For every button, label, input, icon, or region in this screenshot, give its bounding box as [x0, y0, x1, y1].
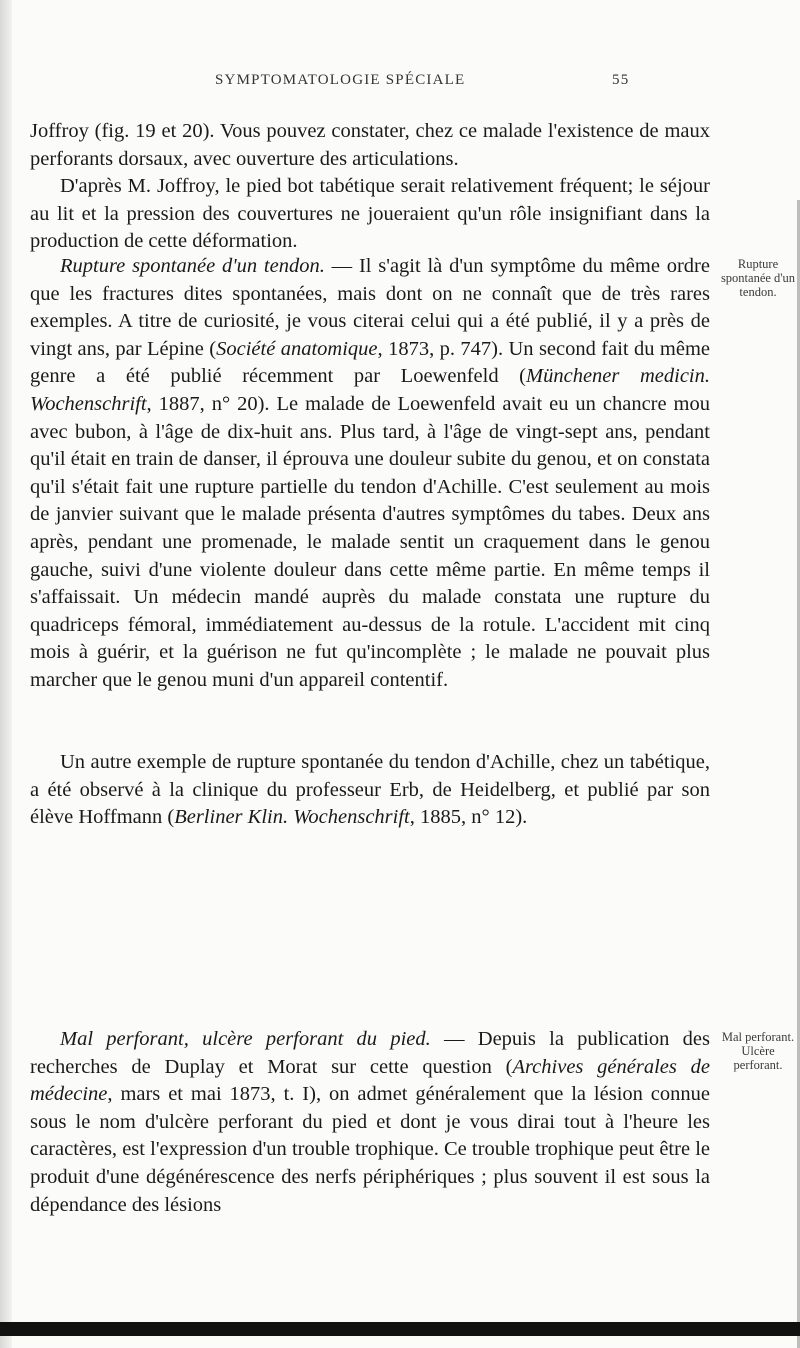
paragraph-text: , mars et mai 1873, t. I), on admet généralement que la lésion connue sous le nom d'ulcère perforant du pied et dont je vous dirai tout à l'heure les caractères, est l'expression d'un trouble trophique. Ce trouble trophique peut être le produit d'une dégénérescence des nerfs périphériques ; plus souvent il est sous la dépendance des lésions — [30, 1083, 710, 1216]
paragraph-text: , 1885, n° 12). — [409, 806, 528, 829]
paragraph-text: Un autre exemple de rupture spontanée du tendon d'Achille, chez un tabétique, a été observé à la clinique du professeur Erb, de Heidelberg, et publié par son élève Hoffmann ( — [30, 751, 710, 829]
running-title: SYMPTOMATOLOGIE SPÉCIALE — [215, 72, 466, 88]
margin-note-rupture: Rupture spontanée d'un tendon. — [720, 257, 796, 299]
paragraph-erb-hoffmann — [30, 749, 710, 832]
paragraph-text: — Depuis la publication des recherches de Duplay et Morat sur cette question ( — [30, 1028, 710, 1078]
paragraph-text: — Il s'agit là d'un symptôme du même ordre que les fractures dites spontanées, mais dont on ne connaît que de très rares exemples. A titre de curiosité, je vous citerai celui qui a été publié, il y a près de vingt ans, par Lépine ( — [30, 255, 710, 360]
scan-bottom-border — [0, 1322, 800, 1336]
section-title: Rupture spontanée d'un tendon. — [60, 255, 325, 277]
paragraph-mal-perforant — [30, 1026, 710, 1219]
reference-title: Société anatomique — [216, 337, 378, 360]
paragraph-text: D'après M. Joffroy, le pied bot tabétique serait relativement fréquent; le séjour au lit et la pression des couvertures ne joueraient qu'un rôle insignifiant dans la production de cette déformation. — [30, 175, 710, 253]
page-binding-edge — [0, 0, 12, 1348]
page-number: 55 — [612, 72, 630, 88]
reference-title: Münchener medicin. Wochenschrift — [30, 365, 710, 415]
paragraph-text: , 1873, p. 747). Un second fait du même genre a été publié récemment par Loewenfeld ( — [30, 337, 710, 388]
margin-note-mal-perforant: Mal perforant. Ulcère perforant. — [721, 1030, 795, 1072]
reference-title: Archives générales de médecine — [30, 1055, 710, 1106]
paragraph-text: Joffroy (fig. 19 et 20). Vous pouvez constater, chez ce malade l'existence de maux perforants dorsaux, avec ouverture des articulations. — [30, 120, 710, 170]
reference-title: Berliner Klin. Wochenschrift — [174, 806, 410, 829]
section-title: Mal perforant, ulcère perforant du pied. — [60, 1028, 431, 1050]
paragraph-joffroy — [30, 118, 710, 256]
paragraph-rupture-tendon — [30, 253, 710, 695]
paragraph-text: , 1887, n° 20). Le malade de Loewenfeld avait eu un chancre mou avec bubon, à l'âge de dix-huit ans. Plus tard, à l'âge de vingt-sept ans, pendant qu'il était en train de danser, il éprouva une douleur subite du genou, et on constata qu'il s'était fait une rupture partielle du tendon d'Achille. C'est seulement au mois de janvier suivant que le malade présenta d'autres symptômes du tabes. Deux ans après, pendant une promenade, le malade sentit un craquement dans le genou gauche, suivi d'une violente douleur dans cette même partie. En même temps il s'affaissait. Un médecin mandé auprès du malade constata une rupture du quadriceps fémoral, immédiatement au-dessus de la rotule. L'accident mit cinq mois à guérir, et la guérison ne fut qu'incomplète ; le malade ne pouvait plus marcher que le genou muni d'un appareil contentif. — [30, 392, 710, 691]
